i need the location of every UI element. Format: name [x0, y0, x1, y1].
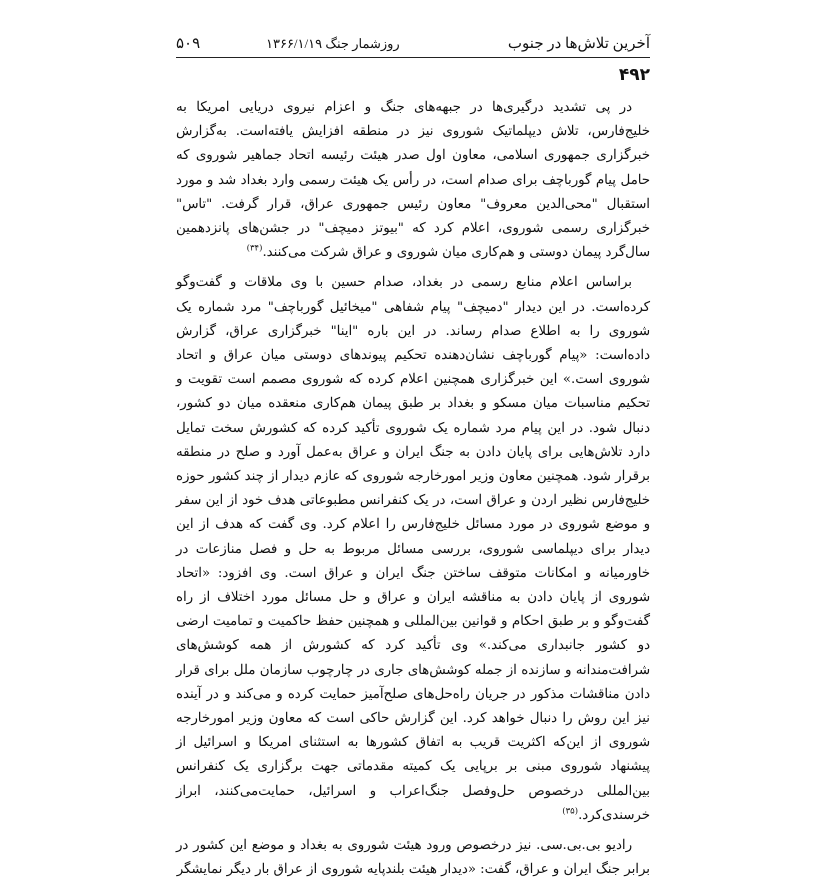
journal-date-line: روزشمار جنگ ۱۳۶۶/۱/۱۹	[266, 36, 400, 51]
paragraph-text: در پی تشدید درگیری‌ها در جبهه‌های جنگ و اعزام نیروی دریایی امریکا به خلیج‌فارس، تلاش دیپلماتیک شوروی نیز در منطقه افزایش یافته‌است. به‌گزارش خبرگزاری جمهوری اسلامی، معاون اول صدر هیئت رئیسه اتحاد جماهیر شوروی که حامل پیام گورباچف برای صدام است، در رأس یک هیئت رسمی وارد بغداد شد و مورد استقبال "محی‌الدین معروف" معاون رئیس جمهوری عراق، قرار گرفت. "تاس" خبرگزاری رسمی شوروی، اعلام کرد که "بیوتز دمیچف" در جشن‌های پانزدهمین سال‌گرد پیمان دوستی و هم‌کاری میان شوروی و عراق شرکت می‌کنند.	[176, 100, 650, 261]
footnote-ref: (۳۴)	[246, 243, 263, 254]
paragraph	[176, 271, 650, 828]
page-number: ۵۰۹	[176, 36, 201, 52]
book-title: آخرین تلاش‌ها در جنوب	[507, 36, 650, 52]
paragraph-text: رادیو بی.بی.سی. نیز درخصوص ورود هیئت شوروی به بغداد و موضع این کشور در برابر جنگ ایران و عراق، گفت: «دیدار هیئت بلندپایه شوروی از عراق بار دیگر نمایشگر	[176, 838, 650, 878]
paragraph-text: براساس اعلام منابع رسمی در بغداد، صدام حسین با وی ملاقات و گفت‌وگو کرده‌است. در این دیدار "دمیچف" پیام شفاهی "میخائیل گورباچف" مرد شماره یک شوروی را به اطلاع صدام رساند. در این باره "اینا" خبرگزاری عراق، گزارش داده‌است: «پیام گورباچف نشان‌دهنده تحکیم پیوندهای دوستی میان عراق و اتحاد شوروی است.» این خبرگزاری همچنین اعلام کرده که شوروی مصمم است تقویت و تحکیم مناسبات میان مسکو و بغداد بر طبق پیمان هم‌کاری منعقده میان دو کشور، دنبال شود. در این پیام مرد شماره یک شوروی تأکید کرده که کشورش سخت تمایل دارد تلاش‌هایی برای پایان دادن به جنگ ایران و عراق به‌عمل آورد و صلح در منطقه برقرار شود. همچنین معاون وزیر امورخارجه شوروی که عازم دیدار از چند کشور حوزه خلیج‌فارس نظیر اردن و عراق است، در یک کنفرانس مطبوعاتی هدف خود از این سفر و موضع شوروی در مورد مسائل خلیج‌فارس را اعلام کرد. وی گفت که هدف از این دیدار برای دیپلماسی شوروی، بررسی مسائل مربوط به حل و فصل منازعات در خاورمیانه و امکانات متوقف ساختن جنگ ایران و عراق است. وی افزود: «اتحاد شوروی از پایان دادن به مناقشه ایران و عراق و حل مسائل مورد اختلاف از راه گفت‌وگو و بر طبق احکام و قوانین بین‌المللی و همچنین حفظ حاکمیت و تمامیت ارضی دو کشور جانبداری می‌کند.» وی تأکید کرد که کشورش از همه کوشش‌های شرافت‌مندانه و سازنده از جمله کوشش‌های جاری در چارچوب سازمان ملل برای قرار دادن مناقشات مذکور در جریان راه‌حل‌های صلح‌آمیز حمایت کرده و می‌کند و در آینده نیز این روش را دنبال خواهد کرد. این گزارش حاکی است که معاون وزیر امورخارجه شوروی از این‌که اکثریت قریب به اتفاق کشورها به استثنای امریکا و اسرائیل از پیشنهاد شوروی مبنی بر برپایی یک کمیته مقدماتی جهت برگزاری یک کنفرانس بین‌المللی درخصوص حل‌وفصل جنگ‌اعراب و اسرائیل، حمایت‌می‌کنند، ابراز خرسندی‌کرد.	[176, 275, 650, 823]
paragraph	[176, 834, 650, 882]
footnote-ref: (۳۵)	[562, 806, 579, 817]
header-rule	[176, 57, 650, 58]
paragraph	[176, 96, 650, 265]
body-text	[176, 96, 650, 889]
entry-number: ۴۹۲	[618, 65, 650, 85]
